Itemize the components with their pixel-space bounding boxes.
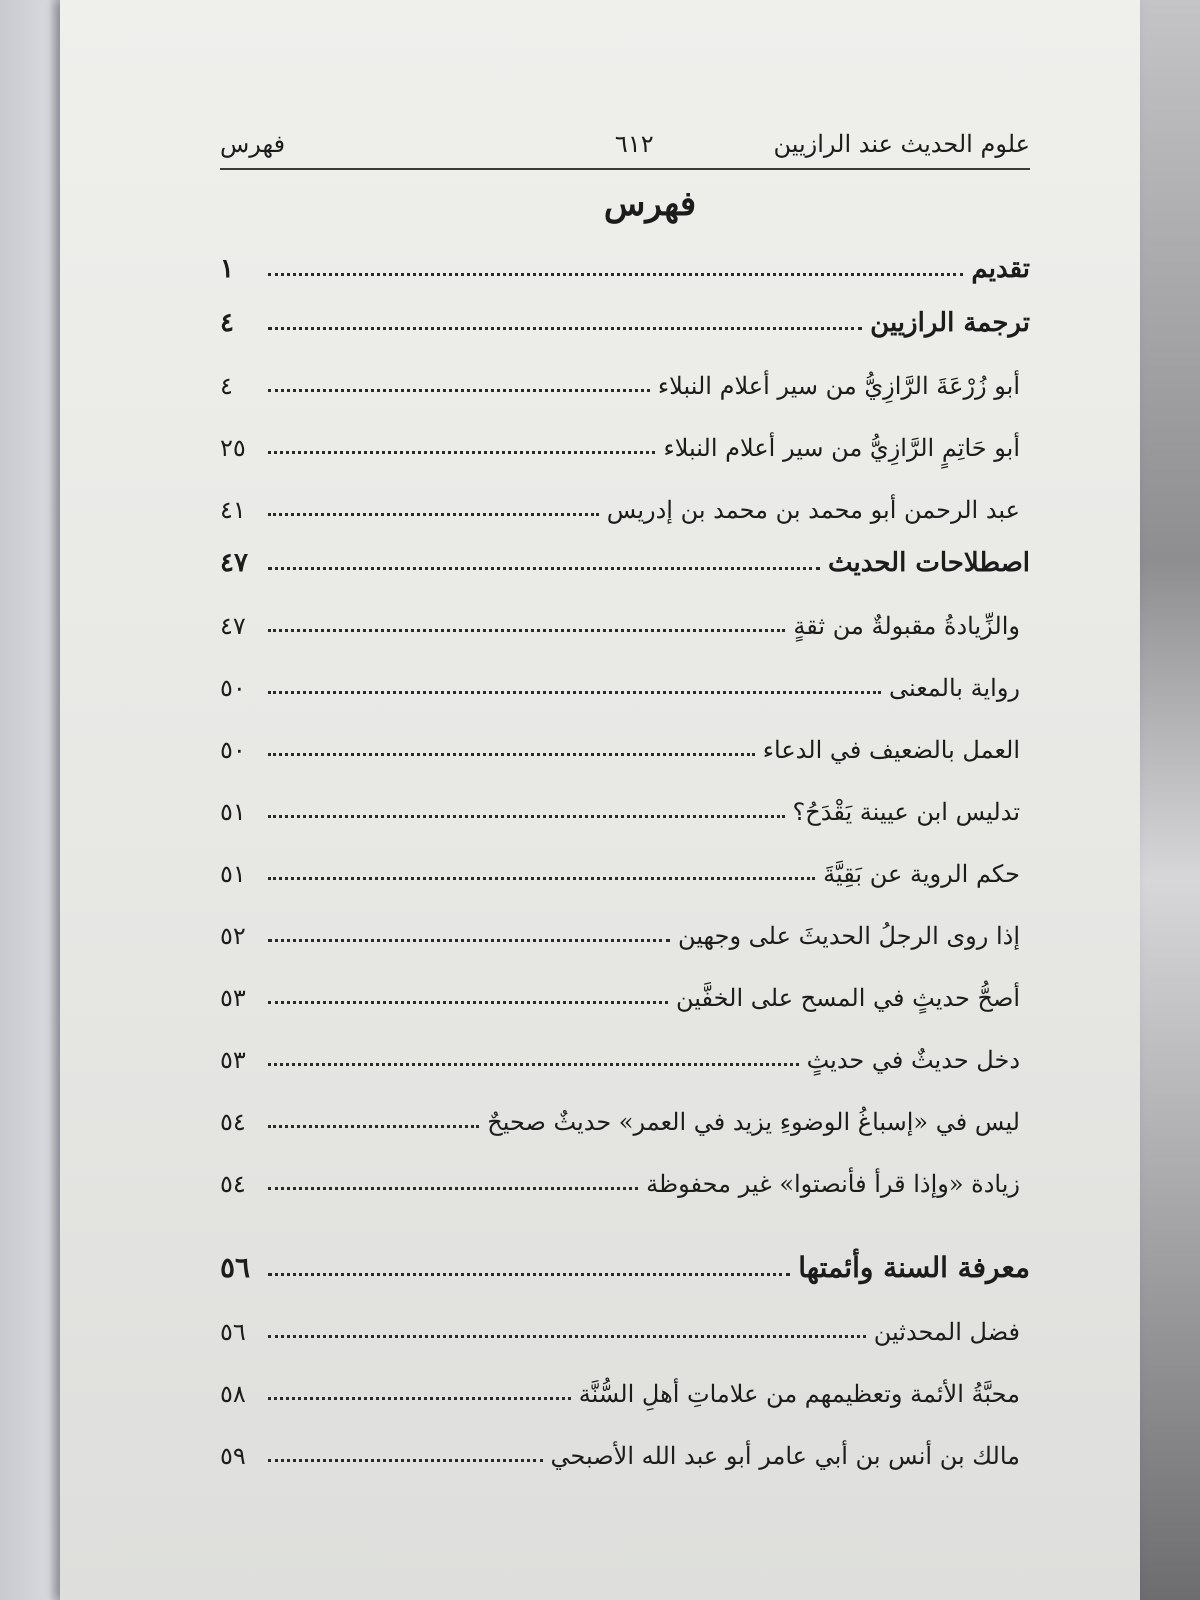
toc-entry-label: إذا روى الرجلُ الحديثَ على وجهين	[678, 922, 1020, 950]
toc-entry-label: ترجمة الرازيين	[870, 308, 1030, 338]
toc-entry-label: ليس في «إسباغُ الوضوءِ يزيد في العمر» حديثٌ صحيحٌ	[487, 1108, 1020, 1136]
toc-leader-dots	[268, 1063, 799, 1066]
toc-entry-page: ٤٧	[220, 548, 248, 578]
toc-entry-page: ٢٥	[220, 434, 246, 462]
toc-entry-page: ٥٠	[220, 674, 246, 702]
toc-entry-page: ٥٢	[220, 922, 246, 950]
toc-entry	[220, 1408, 1030, 1470]
toc-entry-page: ٥٤	[220, 1108, 246, 1136]
toc-entry	[220, 702, 1030, 764]
toc-leader-dots	[268, 513, 599, 516]
toc-entry-page: ٥٦	[220, 1251, 251, 1284]
toc-entry-page: ٤	[220, 308, 234, 338]
toc-entry	[220, 230, 1030, 284]
toc-leader-dots	[268, 1335, 866, 1338]
toc-title: فهرس	[603, 184, 697, 224]
toc-entry-label: تقديم	[971, 254, 1030, 284]
toc-leader-dots	[268, 1187, 638, 1190]
toc-entry-label: تدليس ابن عيينة يَقْدَحُ؟	[792, 798, 1020, 826]
toc-leader-dots	[268, 815, 785, 818]
toc-entry-page: ٥٩	[220, 1442, 246, 1470]
toc-entry-page: ٥٠	[220, 736, 246, 764]
toc-leader-dots	[268, 327, 862, 330]
toc-entry-page: ٤	[220, 372, 233, 400]
toc-entry	[220, 950, 1030, 1012]
toc-entry-page: ٥٣	[220, 1046, 246, 1074]
toc-entry	[220, 1284, 1030, 1346]
toc-leader-dots	[268, 1459, 543, 1462]
toc-entry	[220, 578, 1030, 640]
toc-entry-label: والزِّيادةُ مقبولةٌ من ثقةٍ	[793, 612, 1020, 640]
toc-leader-dots	[268, 1001, 668, 1004]
book-title: علوم الحديث عند الرازيين	[773, 130, 1030, 158]
page-content	[220, 130, 1030, 1470]
toc-entry-page: ٤١	[220, 496, 246, 524]
toc-leader-dots	[268, 567, 820, 570]
toc-entry-label: حكم الروية عن بَقِيَّةَ	[823, 860, 1020, 888]
toc-entry-page: ١	[220, 254, 234, 284]
toc-leader-dots	[268, 273, 963, 276]
toc-leader-dots	[268, 1397, 571, 1400]
toc-leader-dots	[268, 1125, 479, 1128]
toc-entry-label: زيادة «وإذا قرأ فأنصتوا» غير محفوظة	[646, 1170, 1020, 1198]
toc-entry	[220, 524, 1030, 578]
toc-entry-page: ٥٦	[220, 1318, 246, 1346]
toc-leader-dots	[268, 451, 655, 454]
toc-entry-page: ٥١	[220, 798, 246, 826]
toc-entry-page: ٥٤	[220, 1170, 246, 1198]
toc-entry	[220, 1012, 1030, 1074]
toc-leader-dots	[268, 629, 785, 632]
toc-entry-label: رواية بالمعنى	[888, 674, 1020, 702]
toc-entry	[220, 1198, 1030, 1284]
book-page	[60, 0, 1140, 1600]
toc-entry	[220, 640, 1030, 702]
toc-entry	[220, 888, 1030, 950]
toc-entry	[220, 764, 1030, 826]
toc-entry	[220, 1074, 1030, 1136]
toc-leader-dots	[268, 389, 650, 392]
toc-entry-page: ٤٧	[220, 612, 246, 640]
toc-entry-label: معرفة السنة وأئمتها	[798, 1251, 1030, 1284]
toc-entry	[220, 400, 1030, 462]
toc-entry-label: العمل بالضعيف في الدعاء	[762, 736, 1020, 764]
toc-entry-label: محبَّةُ الأئمة وتعظيمهم من علاماتِ أهلِ السُّنَّة	[578, 1380, 1020, 1408]
toc-entry-label: أبو حَاتِمٍ الرَّازِيُّ من سير أعلام النبلاء	[663, 434, 1020, 462]
toc-entry	[220, 338, 1030, 400]
toc-entry	[220, 826, 1030, 888]
toc-entry-label: عبد الرحمن أبو محمد بن محمد بن إدريس	[606, 496, 1020, 524]
running-head	[220, 130, 1030, 170]
toc-entry	[220, 462, 1030, 524]
toc-entry-page: ٥٣	[220, 984, 246, 1012]
toc-entry	[220, 1136, 1030, 1198]
toc-entry	[220, 1346, 1030, 1408]
toc-entry-label: دخل حديثٌ في حديثٍ	[806, 1046, 1020, 1074]
toc-entry	[220, 284, 1030, 338]
toc-entry-label: أبو زُرْعَةَ الرَّازِيُّ من سير أعلام النبلاء	[657, 372, 1020, 400]
toc-entry-label: فضل المحدثين	[873, 1318, 1020, 1346]
toc-entry-page: ٥١	[220, 860, 246, 888]
toc-leader-dots	[268, 753, 755, 756]
toc-entry-label: مالك بن أنس بن أبي عامر أبو عبد الله الأصبحي	[550, 1442, 1020, 1470]
toc-entry-label: اصطلاحات الحديث	[827, 548, 1030, 578]
section-name: فهرس	[220, 130, 286, 158]
toc-entry-page: ٥٨	[220, 1380, 246, 1408]
toc-leader-dots	[268, 691, 881, 694]
toc-leader-dots	[268, 1273, 790, 1276]
toc-entry-label: أصحُّ حديثٍ في المسح على الخفَّين	[676, 984, 1020, 1012]
toc-leader-dots	[268, 877, 815, 880]
toc-leader-dots	[268, 939, 670, 942]
page-number: ٦١٢	[614, 130, 654, 158]
toc-list	[220, 230, 1030, 1470]
